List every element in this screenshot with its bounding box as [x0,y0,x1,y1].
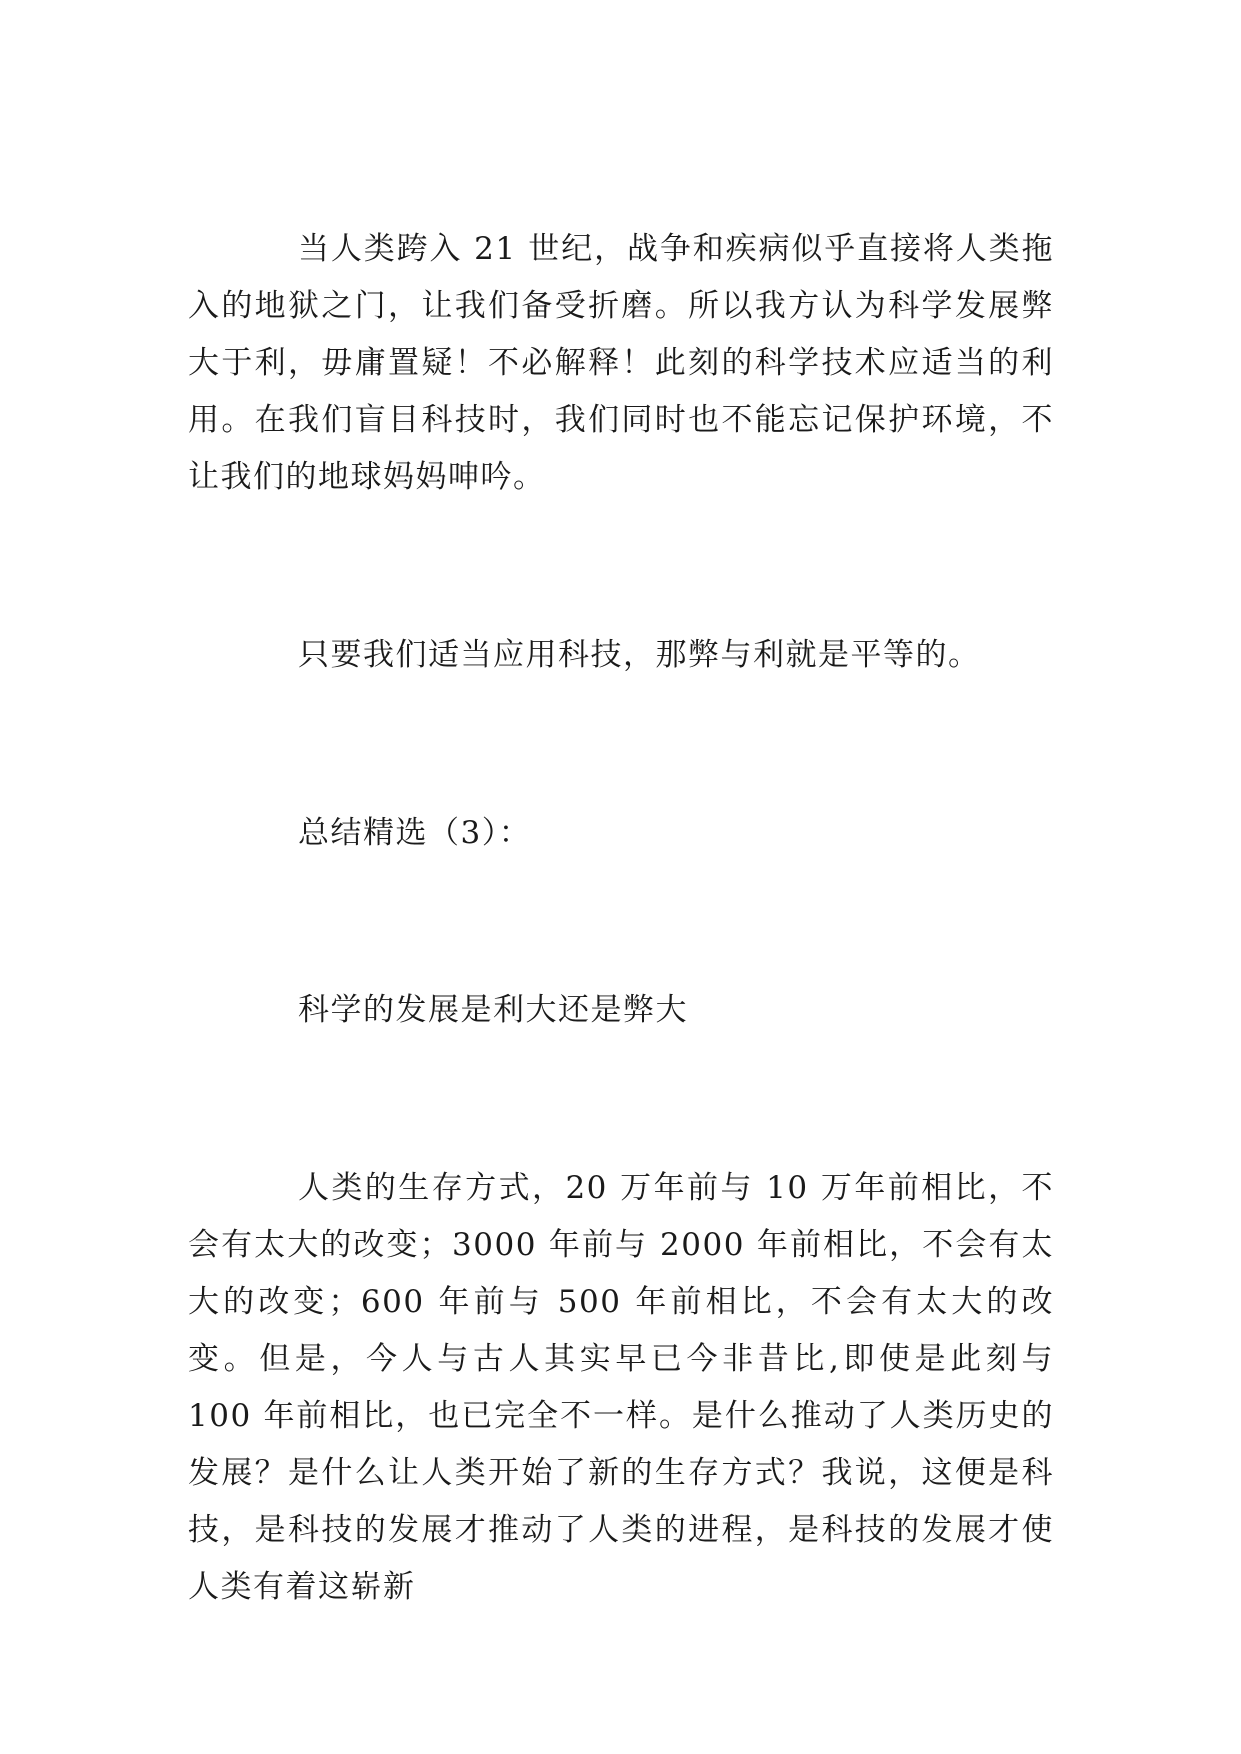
topic-title: 科学的发展是利大还是弊大 [298,992,688,1028]
paragraph-1: 当人类跨入 21 世纪，战争和疾病似乎直接将人类拖入的地狱之门，让我们备受折磨。所以我方认为科学发展弊大于利，毋庸置疑！不必解释！此刻的科学技术应适当的利用。在我们盲目科技时，我们同时也不能忘记保护环境，不让我们的地球妈妈呻吟。 [188,231,1054,495]
section-heading: 总结精选（3）： [298,815,532,851]
paragraph-5: 人类的生存方式，20 万年前与 10 万年前相比，不会有太大的改变；3000 年前与 2000 年前相比，不会有太大的改变；600 年前与 500 年前相比，不会有太大的改变。但是，今人与古人其实早已今非昔比,即使是此刻与 100 年前相比，也已完全不一样。是什么推动了人类历史的发展？是什么让人类开始了新的生存方式？我说，这便是科技，是科技的发展才推动了人类的进程，是科技的发展才使人类有着这崭新 [188,1170,1054,1605]
paragraph-2: 只要我们适当应用科技，那弊与利就是平等的。 [298,637,981,673]
